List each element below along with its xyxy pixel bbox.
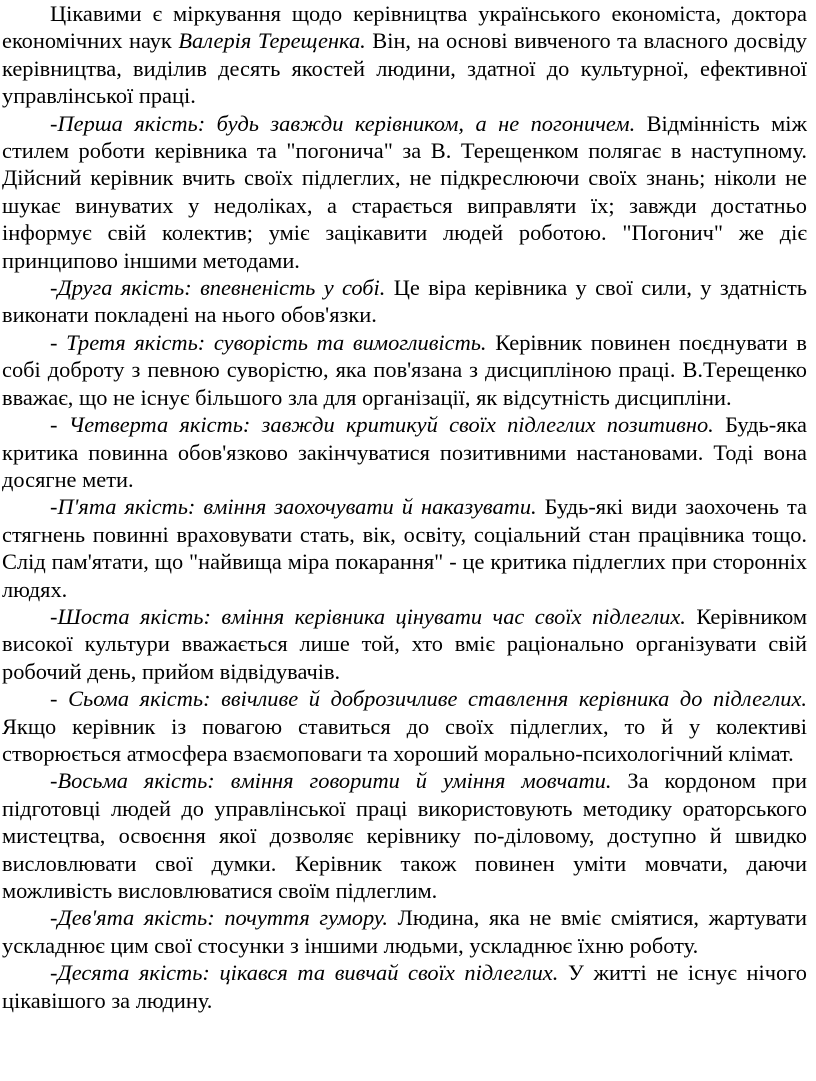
quality-title: Шоста якість: вміння керівника цінувати час своїх підлеглих. [57, 603, 686, 629]
paragraph-lead: - [50, 960, 58, 986]
paragraph-lead: - [50, 412, 69, 438]
paragraph-lead: - [50, 686, 69, 712]
paragraph-body: Відмінність між стилем роботи керівника та "погонича" за В. Терещенком полягає в наступному. Дійсний керівник вчить своїх підлеглих, не підкреслюючи своїх знань; ніколи не шукає винуватих у недоліках, а старається виправляти їх; завжди достатньо інформує свій колектив; уміє зацікавити людей роботою. "Погонич" же діє принципово іншими методами. [2, 110, 807, 273]
paragraph-lead: - [50, 905, 58, 931]
quality-paragraph-6 [2, 603, 807, 685]
paragraph-body: Будь-які види заохочень та стягнень повинні враховувати стать, вік, освіту, соціальний стан працівника тощо. Слід пам'ятати, що "найвища міра покарання" - це критика підлеглих при сторонніх людях. [2, 494, 807, 602]
quality-title: Четверта якість: завжди критикуй своїх підлеглих позитивно. [68, 412, 714, 438]
paragraph-lead: - [50, 603, 58, 629]
intro-paragraph [2, 0, 807, 110]
paragraph-body: Це віра керівника у свої сили, у здатність виконати покладені на нього обов'язки. [2, 275, 807, 328]
quality-title: П'ята якість: вміння заохочувати й наказувати. [57, 494, 537, 520]
quality-paragraph-3 [2, 329, 807, 411]
quality-title: Десята якість: цікався та вивчай своїх підлеглих. [57, 960, 559, 986]
quality-title: Третя якість: суворість та вимогливість. [66, 329, 487, 355]
quality-paragraph-4 [2, 411, 807, 493]
paragraph-body: Якщо керівник із повагою ставиться до своїх підлеглих, то й у колективі створюється атмосфера взаємоповаги та хороший морально-психологічний клімат. [2, 713, 807, 766]
quality-paragraph-5 [2, 493, 807, 603]
quality-title: Сьома якість: ввічливе й доброзичливе ставлення керівника до підлеглих. [68, 686, 807, 712]
paragraph-body: Він, на основі вивченого та власного досвіду керівництва, виділив десять якостей людини, здатної до культурної, ефективної управлінської праці. [2, 28, 807, 109]
paragraph-lead: Цікавими є міркування щодо керівництва українського економіста, доктора економічних наук [2, 1, 807, 54]
author-name: Валерія Терещенка. [178, 28, 366, 54]
paragraph-lead: - [50, 329, 67, 355]
paragraph-lead: - [50, 768, 58, 794]
paragraph-body: За кордоном при підготовці людей до управлінської праці використовують методику ораторського мистецтва, освоєння якої дозволяє керівнику по-діловому, доступно й швидко висловлювати свої думки. Керівник також повинен уміти мовчати, даючи можливість висловлюватися своїм підлеглим. [2, 768, 807, 903]
quality-title: Восьма якість: вміння говорити й уміння мовчати. [57, 768, 612, 794]
paragraph-lead: - [50, 110, 58, 136]
paragraph-body: Людина, яка не вміє сміятися, жартувати ускладнює цим свої стосунки з іншими людьми, ускладнює їхню роботу. [2, 905, 808, 958]
paragraph-lead: - [50, 275, 58, 301]
paragraph-body: У житті не існує нічого цікавішого за людину. [2, 960, 807, 1013]
quality-paragraph-7 [2, 685, 807, 767]
paragraph-body: Керівником високої культури вважається лише той, хто вміє раціонально організувати свій робочий день, прийом відвідувачів. [2, 603, 808, 684]
quality-title: Дев'ята якість: почуття гумору. [57, 905, 389, 931]
quality-paragraph-9 [2, 904, 807, 959]
paragraph-lead: - [50, 494, 58, 520]
paragraph-body: Керівник повинен поєднувати в собі доброту з певною суворістю, яка пов'язана з дисципліною праці. В.Терещенко вважає, що не існує більшого зла для організації, як відсутність дисципліни. [2, 329, 807, 410]
quality-title: Друга якість: впевненість у собі. [57, 275, 386, 301]
quality-paragraph-10 [2, 959, 807, 1014]
quality-paragraph-2 [2, 274, 807, 329]
paragraph-body: Будь-яка критика повинна обов'язково закінчуватися позитивними настановами. Тоді вона досягне мети. [2, 412, 807, 492]
quality-title: Перша якість: будь завжди керівником, а не погоничем. [57, 110, 636, 136]
quality-paragraph-8 [2, 767, 807, 904]
quality-paragraph-1 [2, 110, 807, 274]
